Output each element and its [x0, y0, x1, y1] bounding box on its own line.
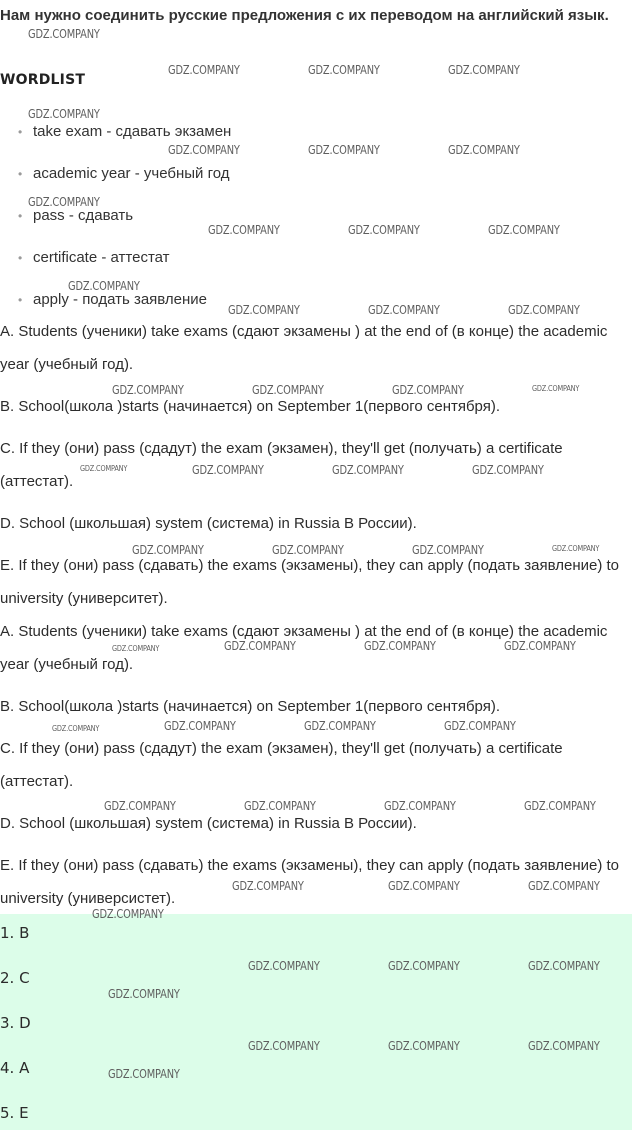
wordlist-item: • academic year - учебный год [18, 165, 230, 182]
sentence-d: D. School (школьшая) system (система) in Russia В России). [0, 815, 417, 832]
watermark: GDZ.COMPANY [52, 724, 100, 733]
answer-item: 2. C [0, 969, 30, 987]
watermark: GDZ.COMPANY [164, 719, 236, 733]
watermark: GDZ.COMPANY [448, 63, 520, 77]
watermark: GDZ.COMPANY [248, 1039, 320, 1053]
watermark: GDZ.COMPANY [524, 799, 596, 813]
watermark: GDZ.COMPANY [412, 543, 484, 557]
watermark: GDZ.COMPANY [368, 303, 440, 317]
watermark: GDZ.COMPANY [28, 107, 100, 121]
answer-item: 3. D [0, 1014, 31, 1032]
watermark: GDZ.COMPANY [448, 143, 520, 157]
watermark: GDZ.COMPANY [112, 383, 184, 397]
watermark: GDZ.COMPANY [392, 383, 464, 397]
watermark: GDZ.COMPANY [472, 463, 544, 477]
answer-item: 1. B [0, 924, 30, 942]
watermark: GDZ.COMPANY [168, 63, 240, 77]
watermark: GDZ.COMPANY [348, 223, 420, 237]
sentence-c: C. If they (они) pass (сдадут) the exam (экзамен), they'll get (получать) a certificate (аттестат). [0, 740, 563, 790]
watermark: GDZ.COMPANY [80, 464, 128, 473]
watermark: GDZ.COMPANY [388, 959, 460, 973]
sentence-c: C. If they (они) pass (сдадут) the exam (экзамен), they'll get (получать) a certificate (аттестат). [0, 440, 563, 490]
wordlist-item: • certificate - аттестат [18, 249, 170, 266]
watermark: GDZ.COMPANY [384, 799, 456, 813]
answer-item: 5. E [0, 1104, 29, 1122]
sentence-b: B. School(школа )starts (начинается) on September 1(первого сентября). [0, 698, 501, 715]
watermark: GDZ.COMPANY [228, 303, 300, 317]
watermark: GDZ.COMPANY [92, 907, 164, 921]
watermark: GDZ.COMPANY [28, 195, 100, 209]
watermark: GDZ.COMPANY [364, 639, 436, 653]
watermark: GDZ.COMPANY [28, 27, 100, 41]
task-instruction: Нам нужно соединить русские предложения с их переводом на английский язык. [0, 7, 609, 24]
watermark: GDZ.COMPANY [252, 383, 324, 397]
watermark: GDZ.COMPANY [552, 544, 600, 553]
sentence-e: E. If they (они) pass (сдавать) the exams (экзамены), they can apply (подать заявление) to university (университет). [0, 557, 620, 607]
watermark: GDZ.COMPANY [528, 1039, 600, 1053]
watermark: GDZ.COMPANY [528, 959, 600, 973]
answer-panel [0, 914, 632, 1130]
watermark: GDZ.COMPANY [108, 987, 180, 1001]
wordlist-item: • apply - подать заявление [18, 291, 208, 308]
sentence-e: E. If they (они) pass (сдавать) the exams (экзамены), they can apply (подать заявление) to university (универсистет). [0, 857, 620, 907]
watermark: GDZ.COMPANY [388, 1039, 460, 1053]
watermark: GDZ.COMPANY [104, 799, 176, 813]
wordlist-heading: WORDLIST [0, 72, 86, 88]
sentence-b: B. School(школа )starts (начинается) on September 1(первого сентября). [0, 398, 501, 415]
watermark: GDZ.COMPANY [108, 1067, 180, 1081]
bullet-icon: • [18, 125, 23, 139]
watermark: GDZ.COMPANY [444, 719, 516, 733]
watermark: GDZ.COMPANY [488, 223, 560, 237]
watermark: GDZ.COMPANY [304, 719, 376, 733]
watermark: GDZ.COMPANY [308, 143, 380, 157]
wordlist-item: • pass - сдавать [18, 207, 134, 224]
bullet-icon: • [18, 251, 23, 265]
watermark: GDZ.COMPANY [332, 463, 404, 477]
sentence-a: A. Students (ученики) take exams (сдают экзамены ) at the end of (в конце) the academic year (учебный год). [0, 323, 608, 373]
watermark: GDZ.COMPANY [68, 279, 140, 293]
watermark: GDZ.COMPANY [388, 879, 460, 893]
watermark: GDZ.COMPANY [192, 463, 264, 477]
watermark: GDZ.COMPANY [532, 384, 580, 393]
watermark: GDZ.COMPANY [244, 799, 316, 813]
watermark: GDZ.COMPANY [308, 63, 380, 77]
watermark: GDZ.COMPANY [224, 639, 296, 653]
watermark: GDZ.COMPANY [272, 543, 344, 557]
watermark: GDZ.COMPANY [504, 639, 576, 653]
bullet-icon: • [18, 293, 23, 307]
watermark: GDZ.COMPANY [208, 223, 280, 237]
watermark: GDZ.COMPANY [508, 303, 580, 317]
sentence-a: A. Students (ученики) take exams (сдают экзамены ) at the end of (в конце) the academic year (учебный год). [0, 623, 608, 673]
watermark: GDZ.COMPANY [132, 543, 204, 557]
watermark: GDZ.COMPANY [528, 879, 600, 893]
watermark: GDZ.COMPANY [112, 644, 160, 653]
watermark: GDZ.COMPANY [168, 143, 240, 157]
sentence-d: D. School (школьшая) system (система) in Russia В России). [0, 515, 417, 532]
bullet-icon: • [18, 167, 23, 181]
wordlist-item: • take exam - сдавать экзамен [18, 123, 232, 140]
bullet-icon: • [18, 209, 23, 223]
watermark: GDZ.COMPANY [232, 879, 304, 893]
watermark: GDZ.COMPANY [248, 959, 320, 973]
answer-item: 4. A [0, 1059, 30, 1077]
